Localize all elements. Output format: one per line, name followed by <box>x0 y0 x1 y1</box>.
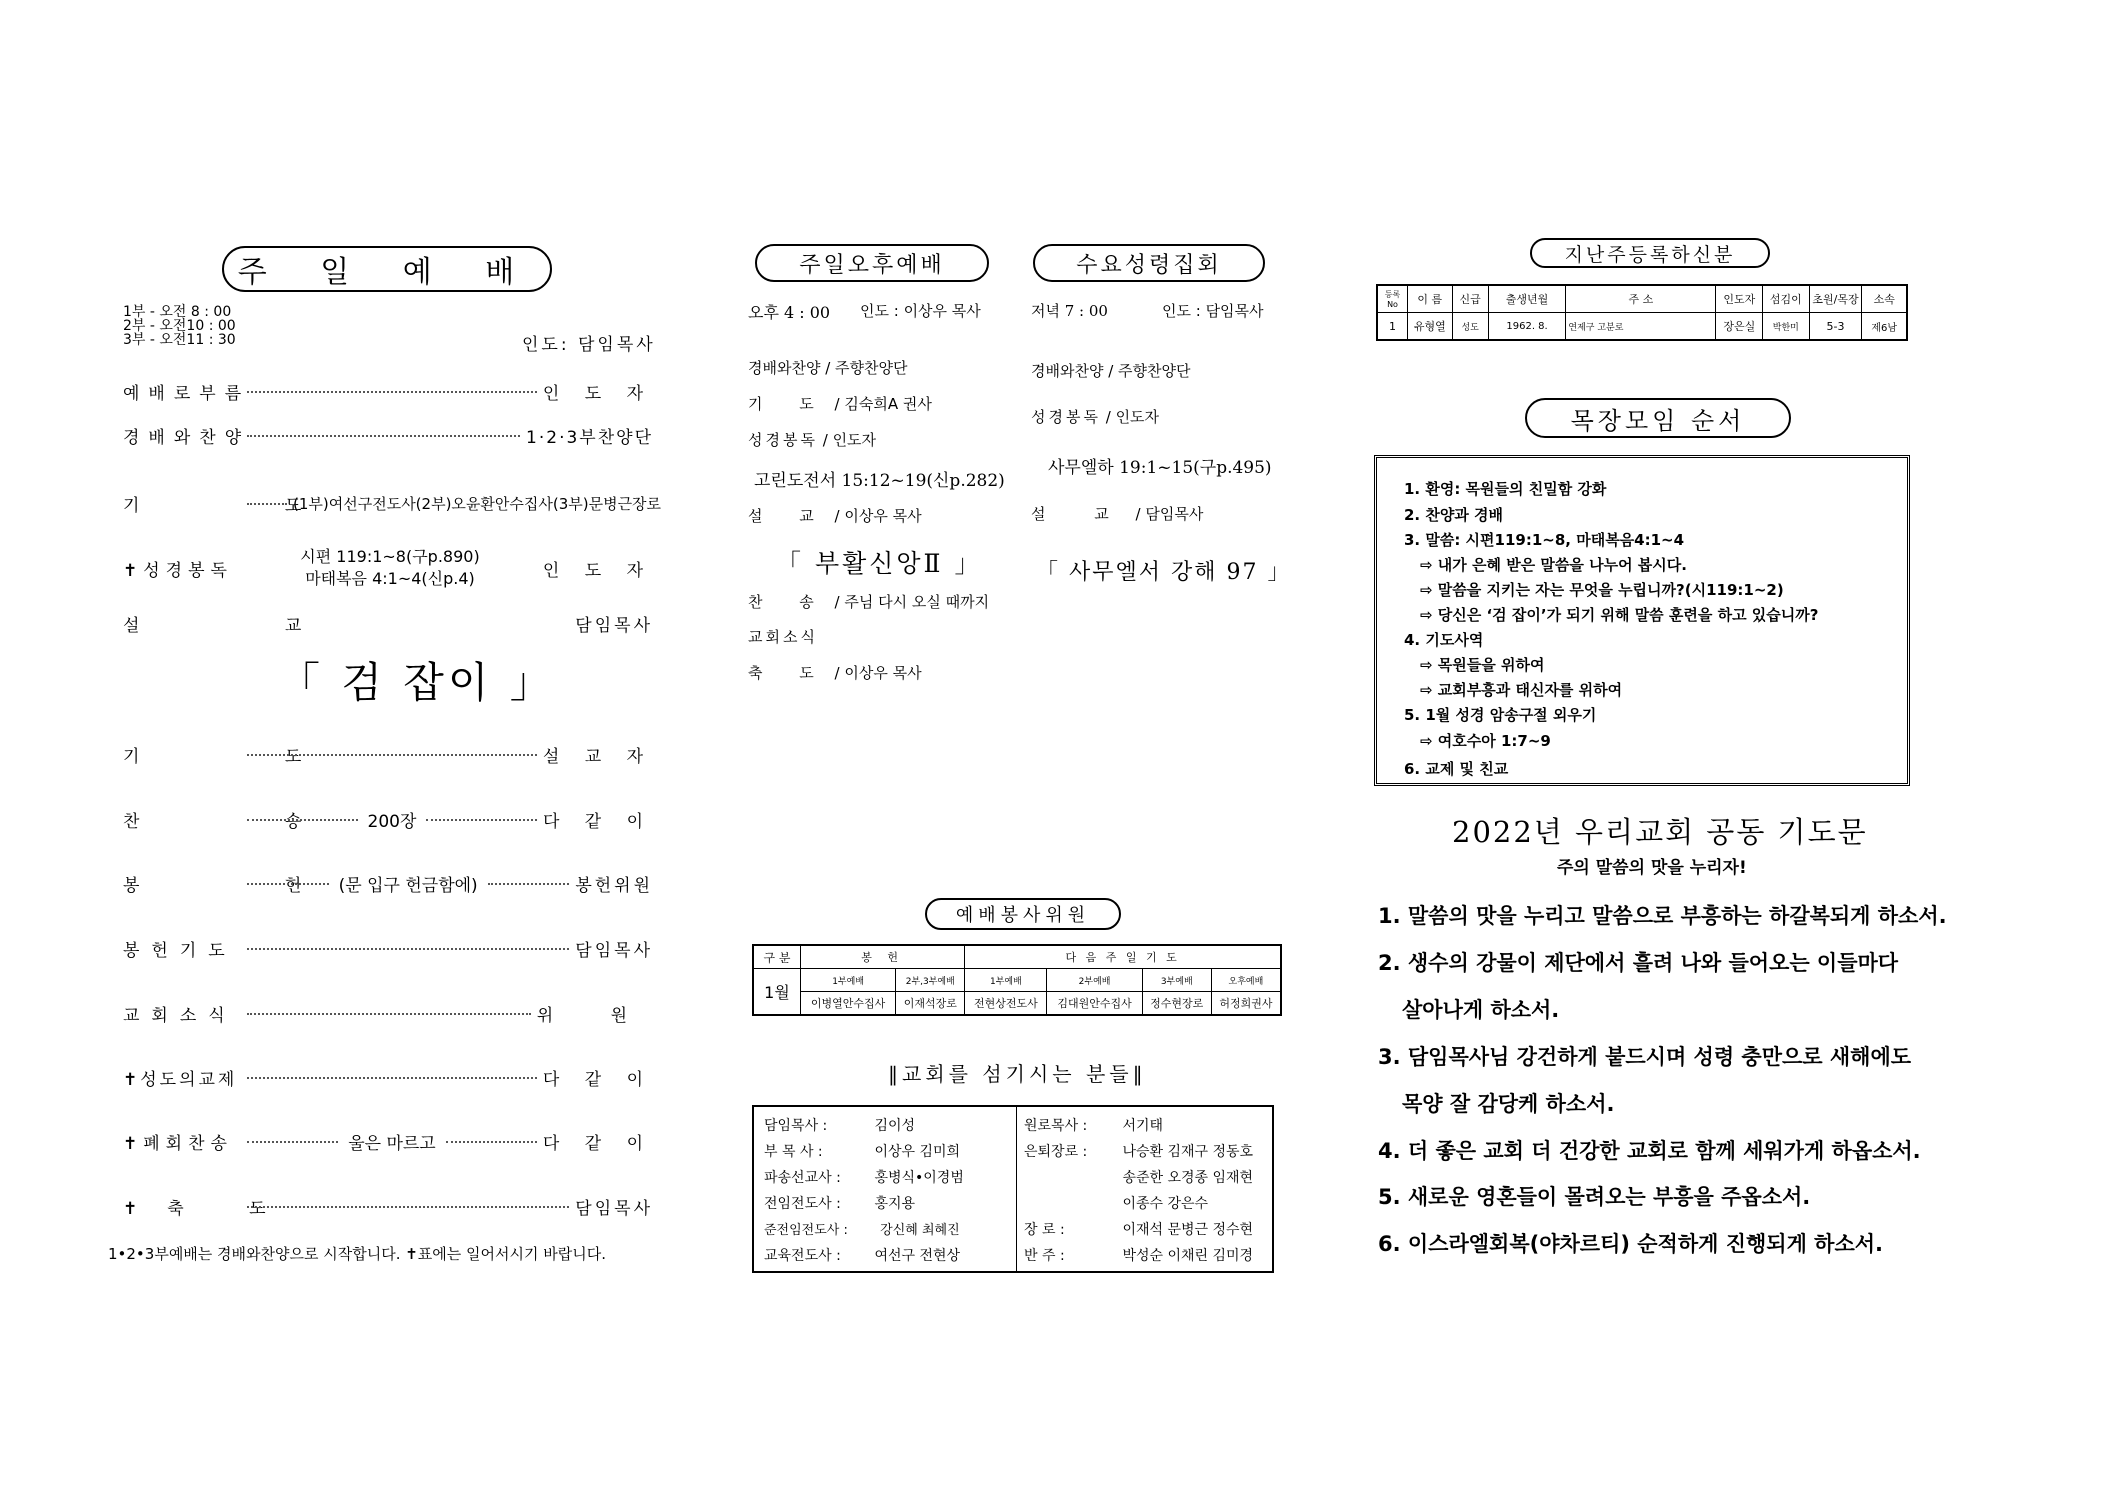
item-value: / 주향찬양단 <box>825 359 908 377</box>
table-header: 신급 <box>1452 285 1488 313</box>
server-role: 전임전도사 : <box>764 1196 841 1212</box>
order-detail: 200장 <box>367 811 417 832</box>
item-value: / 주님 다시 오실 때까지 <box>834 593 990 611</box>
afternoon-time: 오후 4 : 00 <box>748 303 831 322</box>
scripture-reading <box>300 546 480 590</box>
order-label: 경배와찬양 <box>123 427 251 448</box>
wednesday-item <box>1031 360 1191 381</box>
mokjang-line: 1. 환영: 목원들의 친밀함 강화 <box>1404 480 1607 498</box>
servers-title: ‖교회를 섬기시는 분들‖ <box>888 1062 1147 1086</box>
server-line <box>764 1167 964 1187</box>
order-person: 인 도 자 <box>542 560 653 581</box>
server-names: 서기태 <box>1122 1118 1164 1134</box>
dot-leader <box>247 1076 537 1079</box>
mokjang-line: 3. 말씀: 시편119:1~8, 마태복음4:1~4 <box>1404 531 1685 549</box>
order-person: 담임목사 <box>575 615 653 636</box>
item-value: / 이상우 목사 <box>834 664 922 682</box>
order-row-offering-prayer <box>123 935 653 961</box>
service-times <box>123 305 236 347</box>
server-names: 송준한 오경종 임재현 <box>1122 1170 1254 1186</box>
table-row <box>1377 313 1907 341</box>
table-cell: 연제구 고분로 <box>1566 313 1716 341</box>
mokjang-line: 5. 1월 성경 암송구절 외우기 <box>1404 706 1597 724</box>
table-cell: 5-3 <box>1809 313 1862 341</box>
server-line <box>1024 1167 1253 1187</box>
dot-leader <box>488 882 570 885</box>
dot-leader <box>247 753 537 756</box>
dot-leader <box>426 818 537 821</box>
table-cell: 정수현장로 <box>1142 992 1211 1016</box>
order-row-call <box>123 378 653 404</box>
item-label: 교회소식 <box>748 628 818 646</box>
order-person: 담임목사 <box>575 1198 653 1219</box>
table-header: 초원/목장 <box>1809 285 1862 313</box>
server-role: 원로목사 : <box>1024 1118 1088 1134</box>
order-label: 봉 헌 <box>123 875 372 896</box>
server-names: 홍병식•이경범 <box>874 1170 964 1186</box>
time-3: 3부 - 오전11 : 30 <box>123 332 236 348</box>
table-row <box>1377 285 1907 313</box>
afternoon-sermon: 「 부활신앙Ⅱ 」 <box>776 549 983 578</box>
order-label: 예배로부름 <box>123 383 251 404</box>
server-role: 장 로 : <box>1024 1222 1065 1238</box>
dot-leader <box>247 1012 531 1015</box>
item-value: / 인도자 <box>1105 408 1160 426</box>
dot-leader <box>247 434 520 437</box>
order-person: 봉헌위원 <box>575 875 654 896</box>
order-label: 봉헌기도 <box>123 940 237 961</box>
wednesday-item <box>1031 503 1203 524</box>
scripture-1: 시편 119:1~8(구p.890) <box>300 547 480 566</box>
table-row <box>753 992 1281 1016</box>
table-cell: 김대원안수집사 <box>1047 992 1142 1016</box>
wednesday-leader: 인도 : 담임목사 <box>1162 302 1264 320</box>
item-value: / 이상우 목사 <box>834 507 922 525</box>
wednesday-sermon: 「 사무엘서 강해 97 」 <box>1036 560 1292 585</box>
item-label: 성경봉독 <box>1031 408 1101 426</box>
prayer-line: 1. 말씀의 맛을 누리고 말씀으로 부흥하는 하갈복되게 하소서. <box>1378 904 1947 928</box>
newcomers-title: 지난주등록하신분 <box>1530 238 1770 268</box>
server-role: 은퇴장로 : <box>1024 1144 1088 1160</box>
prayer-line: 5. 새로운 영혼들이 몰려오는 부흥을 주옵소서. <box>1378 1185 1811 1209</box>
item-value: / 인도자 <box>822 431 877 449</box>
server-line <box>1024 1141 1253 1161</box>
table-cell: 이병열안수집사 <box>801 992 896 1016</box>
dot-leader <box>247 818 358 821</box>
order-row-prayer <box>123 490 662 516</box>
server-line <box>764 1115 915 1135</box>
table-subheader: 3부예배 <box>1142 969 1211 992</box>
prayer-line: 4. 더 좋은 교회 더 건강한 교회로 함께 세워가게 하옵소서. <box>1378 1139 1921 1163</box>
sunday-title: 주 일 예 배 <box>222 246 552 292</box>
wednesday-item <box>1031 406 1159 427</box>
time-2: 2부 - 오전10 : 00 <box>123 318 236 334</box>
order-label: ✝성도의교제 <box>123 1069 238 1090</box>
item-label: 설 교 <box>1031 505 1131 523</box>
table-cell: 박한미 <box>1763 313 1810 341</box>
table-subheader: 1부예배 <box>801 969 896 992</box>
server-names: 강신혜 최혜진 <box>880 1223 960 1238</box>
prayer-line: 6. 이스라엘회복(야차르티) 순적하게 진행되게 하소서. <box>1378 1232 1884 1256</box>
table-cell: 유형열 <box>1408 313 1453 341</box>
server-names: 이재석 문병근 정수현 <box>1122 1222 1254 1238</box>
server-role: 파송선교사 : <box>764 1170 841 1186</box>
server-role: 교육전도사 : <box>764 1248 841 1264</box>
sermon-title: 「 검 잡이 」 <box>278 658 556 707</box>
table-header: 주 소 <box>1566 285 1716 313</box>
item-value: / 주향찬양단 <box>1108 362 1191 380</box>
table-header: 등록No <box>1377 285 1408 313</box>
afternoon-title: 주일오후예배 <box>755 244 989 282</box>
afternoon-scripture: 고린도전서 15:12~19(신p.282) <box>754 471 1005 491</box>
scripture-2: 마태복음 4:1~4(신p.4) <box>305 569 475 588</box>
server-names: 나승환 김재구 정동호 <box>1122 1144 1254 1160</box>
item-label: 경배와찬양 <box>1031 362 1104 380</box>
order-person: 담임목사 <box>575 940 653 961</box>
table-header: 소속 <box>1862 285 1907 313</box>
table-header: 출생년월 <box>1488 285 1566 313</box>
item-label: 기 도 <box>748 395 830 413</box>
server-names: 김이성 <box>874 1118 916 1134</box>
dot-leader <box>247 502 287 505</box>
order-person: 다 같 이 <box>542 811 654 832</box>
afternoon-item <box>748 591 989 612</box>
order-label: ✝축 도 <box>123 1198 296 1219</box>
afternoon-item <box>748 429 876 450</box>
server-line <box>764 1141 960 1161</box>
afternoon-item <box>748 357 908 378</box>
order-row-hymn <box>123 806 653 832</box>
dot-leader <box>247 947 569 950</box>
table-row <box>753 945 1281 969</box>
prayer-line: 살아나게 하소서. <box>1402 998 1560 1022</box>
mokjang-line: 6. 교제 및 친교 <box>1404 760 1509 778</box>
item-value: / 담임목사 <box>1135 505 1204 523</box>
server-line <box>764 1193 915 1213</box>
order-row-benediction <box>123 1193 653 1219</box>
time-1: 1부 - 오전 8 : 00 <box>123 304 232 320</box>
newcomers-table <box>1376 284 1908 341</box>
order-detail: (1부)여선구전도사(2부)오윤환안수집사(3부)문병근장로 <box>293 494 662 513</box>
item-label: 성경봉독 <box>748 431 818 449</box>
order-person: 위 원 <box>536 1005 653 1026</box>
table-header: 섬김이 <box>1763 285 1810 313</box>
order-person: 다 같 이 <box>542 1069 653 1090</box>
server-role: 반 주 : <box>1024 1248 1065 1264</box>
order-label: 교회소식 <box>123 1005 237 1026</box>
dot-leader <box>247 1205 569 1208</box>
afternoon-item <box>748 393 932 414</box>
table-cell: 성도 <box>1452 313 1488 341</box>
mokjang-line: 2. 찬양과 경배 <box>1404 506 1504 524</box>
order-row-offering <box>123 870 653 896</box>
afternoon-leader: 인도 : 이상우 목사 <box>860 302 981 320</box>
mokjang-line: ⇨ 교회부흥과 태신자를 위하여 <box>1420 681 1623 699</box>
mokjang-line: 4. 기도사역 <box>1404 631 1484 649</box>
table-subheader: 2부,3부예배 <box>896 969 965 992</box>
table-cell: 전현상전도사 <box>965 992 1047 1016</box>
order-row-closing-hymn <box>123 1128 653 1154</box>
server-line <box>1024 1115 1163 1135</box>
servers-box <box>752 1105 1274 1273</box>
wednesday-scripture: 사무엘하 19:1~15(구p.495) <box>1048 458 1272 478</box>
service-team-table <box>752 944 1282 1016</box>
prayer-line: 목양 잘 감당케 하소서. <box>1402 1092 1615 1116</box>
table-cell: 이재석장로 <box>896 992 965 1016</box>
dot-leader <box>247 390 537 393</box>
order-label: 기 도 <box>123 495 372 516</box>
mokjang-title: 목장모임 순서 <box>1525 398 1791 438</box>
sunday-leader: 인도: 담임목사 <box>522 335 656 355</box>
table-header: 이 름 <box>1408 285 1453 313</box>
server-line <box>764 1219 960 1238</box>
server-names: 이종수 강은수 <box>1122 1196 1209 1212</box>
order-label: ✝폐회찬송 <box>123 1133 233 1154</box>
table-subheader: 2부예배 <box>1047 969 1142 992</box>
order-person: 다 같 이 <box>542 1133 653 1154</box>
order-detail: (문 입구 헌금함에) <box>338 875 478 896</box>
order-row-sermon <box>123 610 653 636</box>
table-header: 봉 헌 <box>801 945 965 969</box>
item-value: / 김숙희A 권사 <box>834 395 932 413</box>
sunday-note: 1•2•3부예배는 경배와찬양으로 시작합니다. ✝표에는 일어서시기 바랍니다. <box>108 1245 606 1263</box>
table-cell: 제6남 <box>1862 313 1907 341</box>
afternoon-item <box>748 626 818 647</box>
mokjang-line: ⇨ 내가 은혜 받은 말씀을 나누어 봅시다. <box>1420 556 1687 574</box>
table-cell: 장은실 <box>1716 313 1763 341</box>
server-names: 이상우 김미희 <box>874 1144 961 1160</box>
item-label: 찬 송 <box>748 593 830 611</box>
table-header: 인도자 <box>1716 285 1763 313</box>
mokjang-box <box>1374 455 1910 786</box>
prayer-subtitle: 주의 말씀의 맛을 누리자! <box>1557 858 1747 878</box>
service-team-title: 예배봉사위원 <box>925 898 1121 930</box>
order-label: 설 교 <box>123 615 372 636</box>
wednesday-time: 저녁 7 : 00 <box>1031 302 1108 320</box>
afternoon-item <box>748 505 922 526</box>
table-row <box>753 969 1281 992</box>
table-cell: 1 <box>1377 313 1408 341</box>
dot-leader <box>247 1140 338 1143</box>
mokjang-line: ⇨ 목원들을 위하여 <box>1420 656 1545 674</box>
servers-divider <box>1016 1107 1018 1271</box>
order-person: 1·2·3부찬양단 <box>526 427 653 448</box>
table-subheader: 1부예배 <box>965 969 1047 992</box>
table-header: 다 음 주 일 기 도 <box>965 945 1281 969</box>
server-names: 홍지용 <box>874 1196 916 1212</box>
order-person: 설 교 자 <box>542 746 653 767</box>
order-person: 인 도 자 <box>542 383 653 404</box>
order-detail: 울은 마르고 <box>348 1133 436 1154</box>
table-header: 구 분 <box>753 945 801 969</box>
server-line <box>1024 1193 1208 1213</box>
server-role: 담임목사 : <box>764 1118 828 1134</box>
order-row-praise <box>123 422 653 448</box>
afternoon-item <box>748 662 922 683</box>
dot-leader <box>247 882 329 885</box>
table-cell: 1962. 8. <box>1488 313 1566 341</box>
mokjang-line: ⇨ 여호수아 1:7~9 <box>1420 732 1551 750</box>
prayer-title: 2022년 우리교회 공동 기도문 <box>1452 815 1868 849</box>
table-cell: 허정희권사 <box>1211 992 1281 1016</box>
month-cell: 1월 <box>753 969 801 1016</box>
dot-leader <box>446 1140 537 1143</box>
order-row-news <box>123 1000 653 1026</box>
server-line <box>1024 1245 1253 1265</box>
server-role: 부 목 사 : <box>764 1144 823 1160</box>
table-subheader: 오후예배 <box>1211 969 1281 992</box>
server-names: 여선구 전현상 <box>874 1248 961 1264</box>
order-label: 기 도 <box>123 746 372 767</box>
mokjang-line: ⇨ 당신은 ‘검 잡이’가 되기 위해 말씀 훈련을 하고 있습니까? <box>1420 606 1819 624</box>
item-label: 설 교 <box>748 507 830 525</box>
server-line <box>1024 1219 1253 1239</box>
order-label: ✝성경봉독 <box>123 560 233 581</box>
order-label: 찬 송 <box>123 811 372 832</box>
mokjang-line: ⇨ 말씀을 지키는 자는 무엇을 누립니까?(시119:1~2) <box>1420 581 1784 599</box>
order-row-fellowship <box>123 1064 653 1090</box>
prayer-line: 3. 담임목사님 강건하게 붙드시며 성령 충만으로 새해에도 <box>1378 1045 1912 1069</box>
server-line <box>764 1245 960 1265</box>
item-label: 경배와찬양 <box>748 359 821 377</box>
prayer-line: 2. 생수의 강물이 제단에서 흘려 나와 들어오는 이들마다 <box>1378 951 1899 975</box>
order-row-prayer2 <box>123 741 653 767</box>
item-label: 축 도 <box>748 664 830 682</box>
server-role: 준전임전도사 : <box>764 1223 848 1238</box>
server-names: 박성순 이채린 김미경 <box>1122 1248 1254 1264</box>
wednesday-title: 수요성령집회 <box>1033 244 1265 282</box>
